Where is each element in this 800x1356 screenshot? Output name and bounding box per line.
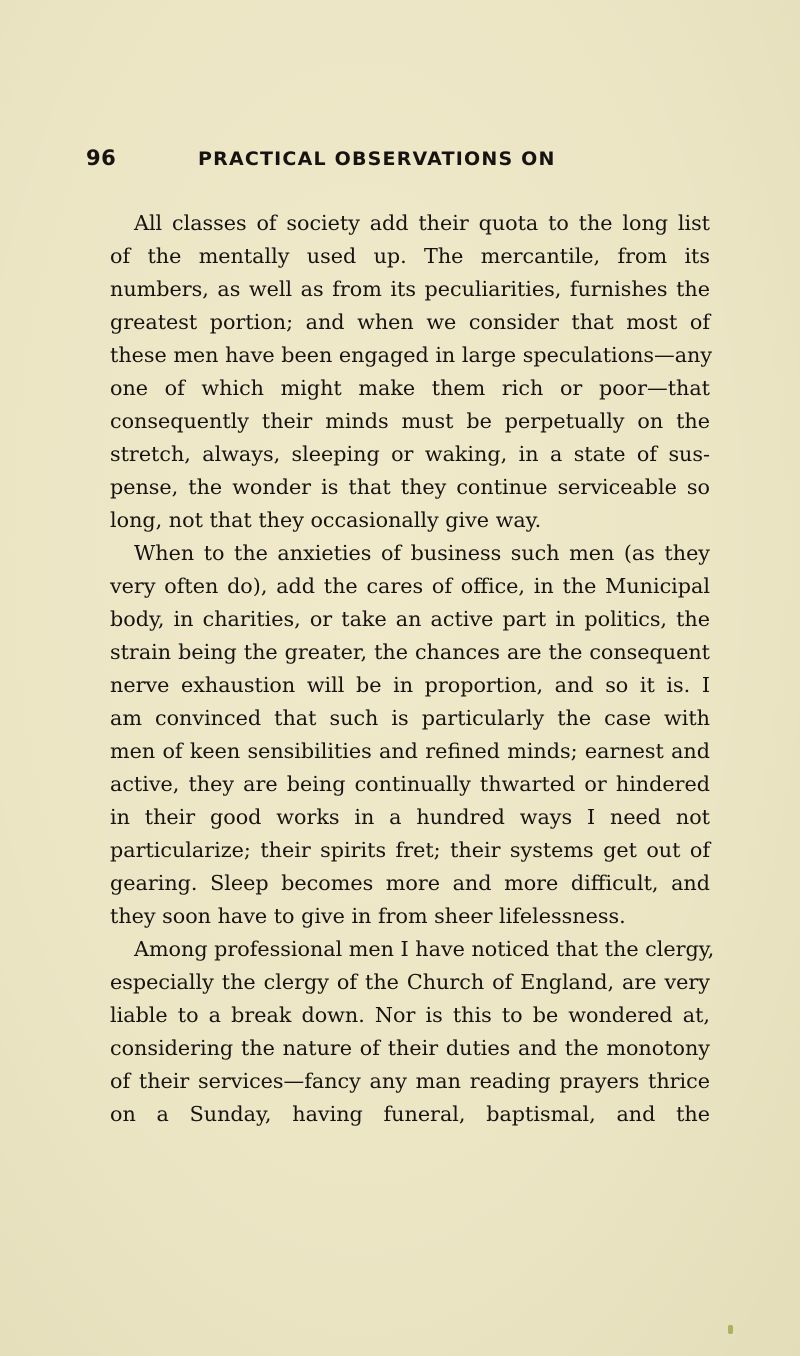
text-line: numbers, as well as from its peculiarities, furnishes the <box>110 277 710 301</box>
text-line: on a Sunday, having funeral, baptismal, and the <box>110 1102 710 1126</box>
text-line: particularize; their spirits fret; their systems get out of <box>110 838 710 862</box>
text-line: liable to a break down. Nor is this to be wondered at, <box>110 1003 710 1027</box>
text-line: of their services—fancy any man reading prayers thrice <box>110 1069 710 1093</box>
text-line: nerve exhaustion will be in proportion, and so it is. I <box>110 673 710 697</box>
text-line: am convinced that such is particularly the case with <box>110 706 710 730</box>
running-head: PRACTICAL OBSERVATIONS ON <box>198 148 556 170</box>
text-line: in their good works in a hundred ways I need not <box>110 805 710 829</box>
body-text <box>110 207 715 1131</box>
text-line: of the mentally used up. The mercantile, from its <box>110 244 710 268</box>
text-line: especially the clergy of the Church of England, are very <box>110 970 710 994</box>
text-line: strain being the greater, the chances are the consequent <box>110 640 710 664</box>
text-line: stretch, always, sleeping or waking, in a state of sus- <box>110 442 710 466</box>
text-line: they soon have to give in from sheer lifelessness. <box>110 904 626 928</box>
text-line: active, they are being continually thwarted or hindered <box>110 772 710 796</box>
page-number: 96 <box>86 146 117 170</box>
text-line: greatest portion; and when we consider that most of <box>110 310 710 334</box>
page-header <box>86 146 726 176</box>
text-line: one of which might make them rich or poor—that <box>110 376 710 400</box>
text-line: Among professional men I have noticed that the clergy, <box>134 937 715 961</box>
text-line: When to the anxieties of business such men (as they <box>134 541 710 565</box>
text-line: All classes of society add their quota to the long list <box>134 211 710 235</box>
text-line: gearing. Sleep becomes more and more difficult, and <box>110 871 710 895</box>
text-line: these men have been engaged in large speculations—any <box>110 343 713 367</box>
text-line: considering the nature of their duties and the monotony <box>110 1036 710 1060</box>
text-line: long, not that they occasionally give way. <box>110 508 542 532</box>
text-line: very often do), add the cares of office, in the Municipal <box>110 574 710 598</box>
paper-blemish <box>728 1325 733 1334</box>
text-line: consequently their minds must be perpetually on the <box>110 409 710 433</box>
text-line: body, in charities, or take an active part in politics, the <box>110 607 710 631</box>
text-line: pense, the wonder is that they continue serviceable so <box>110 475 710 499</box>
text-line: men of keen sensibilities and refined minds; earnest and <box>110 739 710 763</box>
